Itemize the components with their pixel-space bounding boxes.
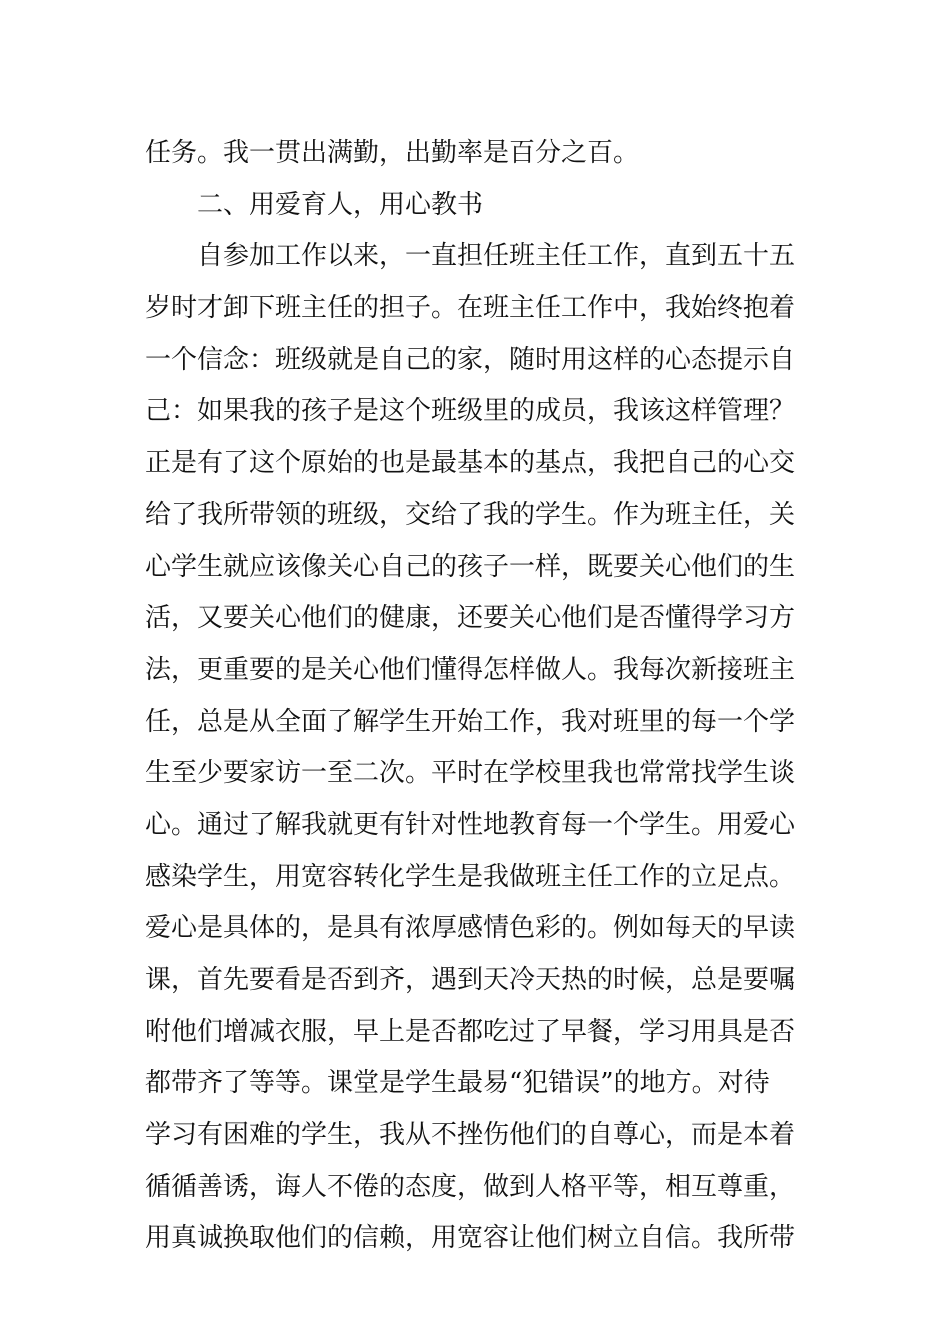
- text-line: 任，总是从全面了解学生开始工作，我对班里的每一个学: [145, 706, 796, 737]
- text-line: 课，首先要看是否到齐，遇到天冷天热的时候，总是要嘱: [145, 965, 796, 995]
- text-line: 自参加工作以来，一直担任班主任工作，直到五十五: [197, 241, 796, 272]
- text-line: 任务。我一贯出满勤，出勤率是百分之百。: [145, 138, 640, 168]
- text-line: 生至少要家访一至二次。平时在学校里我也常常找学生谈: [145, 758, 796, 789]
- text-line: 循循善诱，诲人不倦的态度，做到人格平等，相互尊重，: [145, 1171, 796, 1202]
- text-line: 一个信念：班级就是自己的家，随时用这样的心态提示自: [145, 344, 796, 375]
- text-line: 用真诚换取他们的信赖，用宽容让他们树立自信。我所带: [145, 1223, 796, 1254]
- text-line: 学习有困难的学生，我从不挫伤他们的自尊心，而是本着: [145, 1120, 796, 1151]
- text-line: 感染学生，用宽容转化学生是我做班主任工作的立足点。: [145, 861, 796, 892]
- text-line: 心学生就应该像关心自己的孩子一样，既要关心他们的生: [145, 551, 796, 582]
- text-line: 正是有了这个原始的也是最基本的基点，我把自己的心交: [145, 448, 796, 479]
- text-line: 咐他们增减衣服，早上是否都吃过了早餐，学习用具是否: [145, 1016, 796, 1047]
- text-line: 岁时才卸下班主任的担子。在班主任工作中，我始终抱着: [145, 293, 796, 324]
- text-line: 己：如果我的孩子是这个班级里的成员，我该这样管理？: [145, 396, 796, 427]
- text-line: 给了我所带领的班级，交给了我的学生。作为班主任，关: [145, 499, 796, 530]
- text-line: 都带齐了等等。课堂是学生最易“犯错误”的地方。对待: [145, 1068, 770, 1099]
- section-heading: 二、用爱育人，用心教书: [197, 189, 484, 220]
- text-line: 爱心是具体的，是具有浓厚感情色彩的。例如每天的早读: [145, 913, 796, 944]
- text-line: 法，更重要的是关心他们懂得怎样做人。我每次新接班主: [145, 654, 796, 685]
- body-text: [145, 128, 815, 1265]
- text-line: 活，又要关心他们的健康，还要关心他们是否懂得学习方: [145, 603, 796, 634]
- text-line: 心。通过了解我就更有针对性地教育每一个学生。用爱心: [145, 809, 796, 840]
